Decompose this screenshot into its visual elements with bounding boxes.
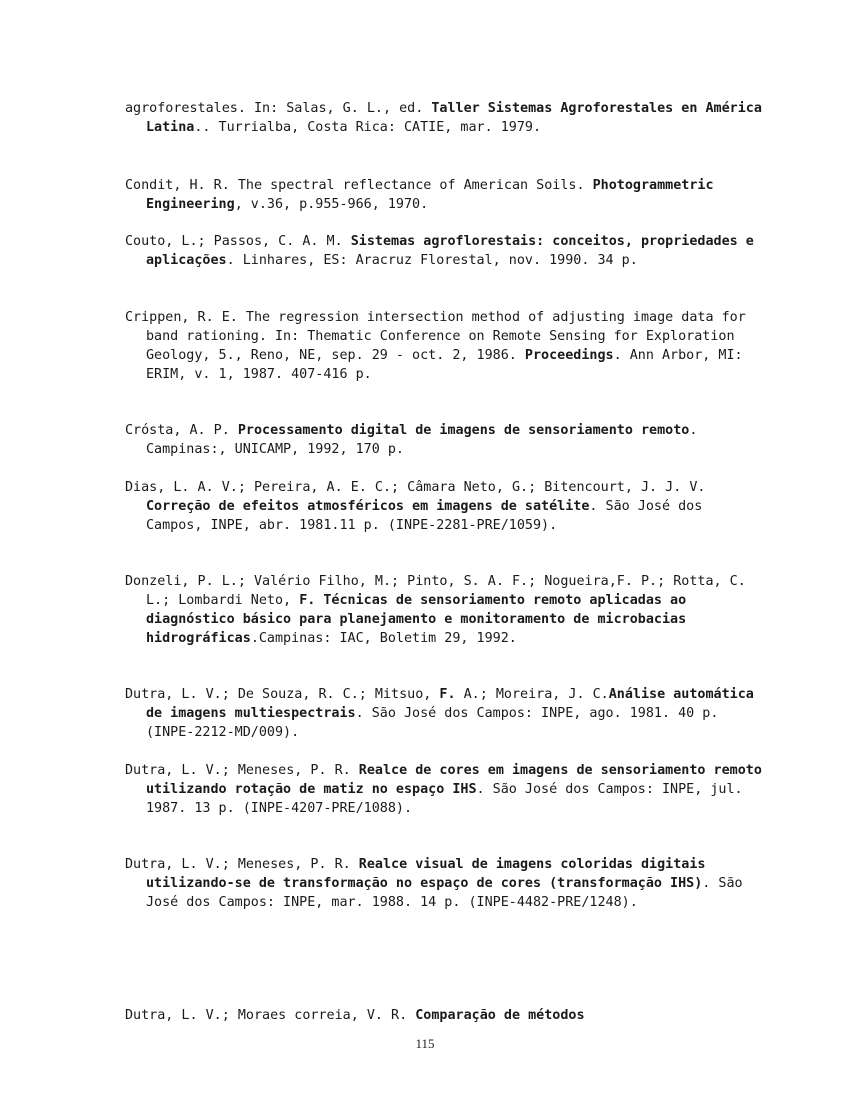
- reference-text: Dutra, L. V.; Meneses, P. R.: [125, 763, 359, 778]
- reference-entry: [125, 99, 766, 137]
- reference-title: Sistemas agroflorestais: conceitos, propriedades e aplicações: [146, 234, 754, 268]
- reference-text: . Linhares, ES: Aracruz Florestal, nov. 1990. 34 p.: [226, 253, 638, 268]
- reference-text: Couto, L.; Passos, C. A. M.: [125, 234, 351, 249]
- reference-text: Dutra, L. V.; Moraes correia, V. R.: [125, 1008, 416, 1023]
- reference-text: Condit, H. R. The spectral reflectance of American Soils.: [125, 178, 593, 193]
- reference-title: Realce de cores em imagens de sensoriamento remoto utilizando rotação de matiz no espaço IHS: [146, 763, 762, 797]
- reference-entry: [125, 685, 766, 742]
- reference-text: Donzeli, P. L.; Valério Filho, M.; Pinto, S. A. F.; Nogueira,F. P.; Rotta, C. L.; Lombardi Neto,: [125, 574, 746, 608]
- reference-text: . Ann Arbor, MI: ERIM, v. 1, 1987. 407-416 p.: [146, 348, 743, 382]
- reference-text: . Campinas:, UNICAMP, 1992, 170 p.: [146, 423, 698, 457]
- reference-text: Dutra, L. V.; Meneses, P. R.: [125, 857, 359, 872]
- reference-entry: [125, 1006, 766, 1025]
- reference-title: F. Técnicas de sensoriamento remoto aplicadas ao diagnóstico básico para planejamento e monitoramento de microbacias hidrográficas: [146, 593, 687, 646]
- reference-title: Photogrammetric Engineering: [146, 178, 714, 212]
- reference-text: . São José dos Campos: INPE, mar. 1988. 14 p. (INPE-4482-PRE/1248).: [146, 876, 743, 910]
- reference-title: F.: [439, 687, 456, 702]
- reference-title: Processamento digital de imagens de sensoriamento remoto: [237, 423, 690, 438]
- reference-entry: [125, 421, 766, 459]
- reference-title: Taller Sistemas Agroforestales en América Latina: [146, 101, 762, 135]
- reference-title: Comparação de métodos: [415, 1008, 585, 1023]
- reference-entry: [125, 478, 766, 535]
- reference-entry: [125, 308, 766, 384]
- reference-text: .. Turrialba, Costa Rica: CATIE, mar. 1979.: [194, 120, 542, 135]
- reference-text: agroforestales. In: Salas, G. L., ed.: [125, 101, 432, 116]
- reference-text: Dias, L. A. V.; Pereira, A. E. C.; Câmara Neto, G.; Bitencourt, J. J. V.: [125, 480, 706, 495]
- reference-text: , v.36, p.955-966, 1970.: [234, 197, 429, 212]
- reference-text: Crippen, R. E. The regression intersection method of adjusting image data for band rationing. In: Thematic Conference on Remote Sensing for Exploration Geology, 5., Reno, NE, sep. 29 - oct. 2, 1986.: [125, 310, 746, 363]
- reference-entry: [125, 855, 766, 912]
- reference-title: Proceedings: [524, 348, 614, 363]
- page-number: 115: [415, 1036, 435, 1051]
- reference-title: Correção de efeitos atmosféricos em imagens de satélite: [146, 499, 590, 514]
- reference-text: Dutra, L. V.; De Souza, R. C.; Mitsuo,: [125, 687, 440, 702]
- reference-text: .Campinas: IAC, Boletim 29, 1992.: [250, 631, 517, 646]
- reference-entry: [125, 176, 766, 214]
- reference-text: . São José dos Campos, INPE, abr. 1981.11 p. (INPE-2281-PRE/1059).: [146, 499, 703, 533]
- reference-text: . São José dos Campos: INPE, ago. 1981. 40 p. (INPE-2212-MD/009).: [146, 706, 719, 740]
- reference-entry: [125, 761, 766, 818]
- reference-text: A.; Moreira, J. C.: [455, 687, 609, 702]
- reference-title: Realce visual de imagens coloridas digitais utilizando-se de transformação no espaço de cores (transformação IHS): [146, 857, 706, 891]
- reference-text: Crósta, A. P.: [125, 423, 238, 438]
- reference-entry: [125, 232, 766, 270]
- reference-title: Análise automática de imagens multiespectrais: [146, 687, 754, 721]
- reference-entry: [125, 572, 766, 648]
- reference-text: . São José dos Campos: INPE, jul. 1987. 13 p. (INPE-4207-PRE/1088).: [146, 782, 743, 816]
